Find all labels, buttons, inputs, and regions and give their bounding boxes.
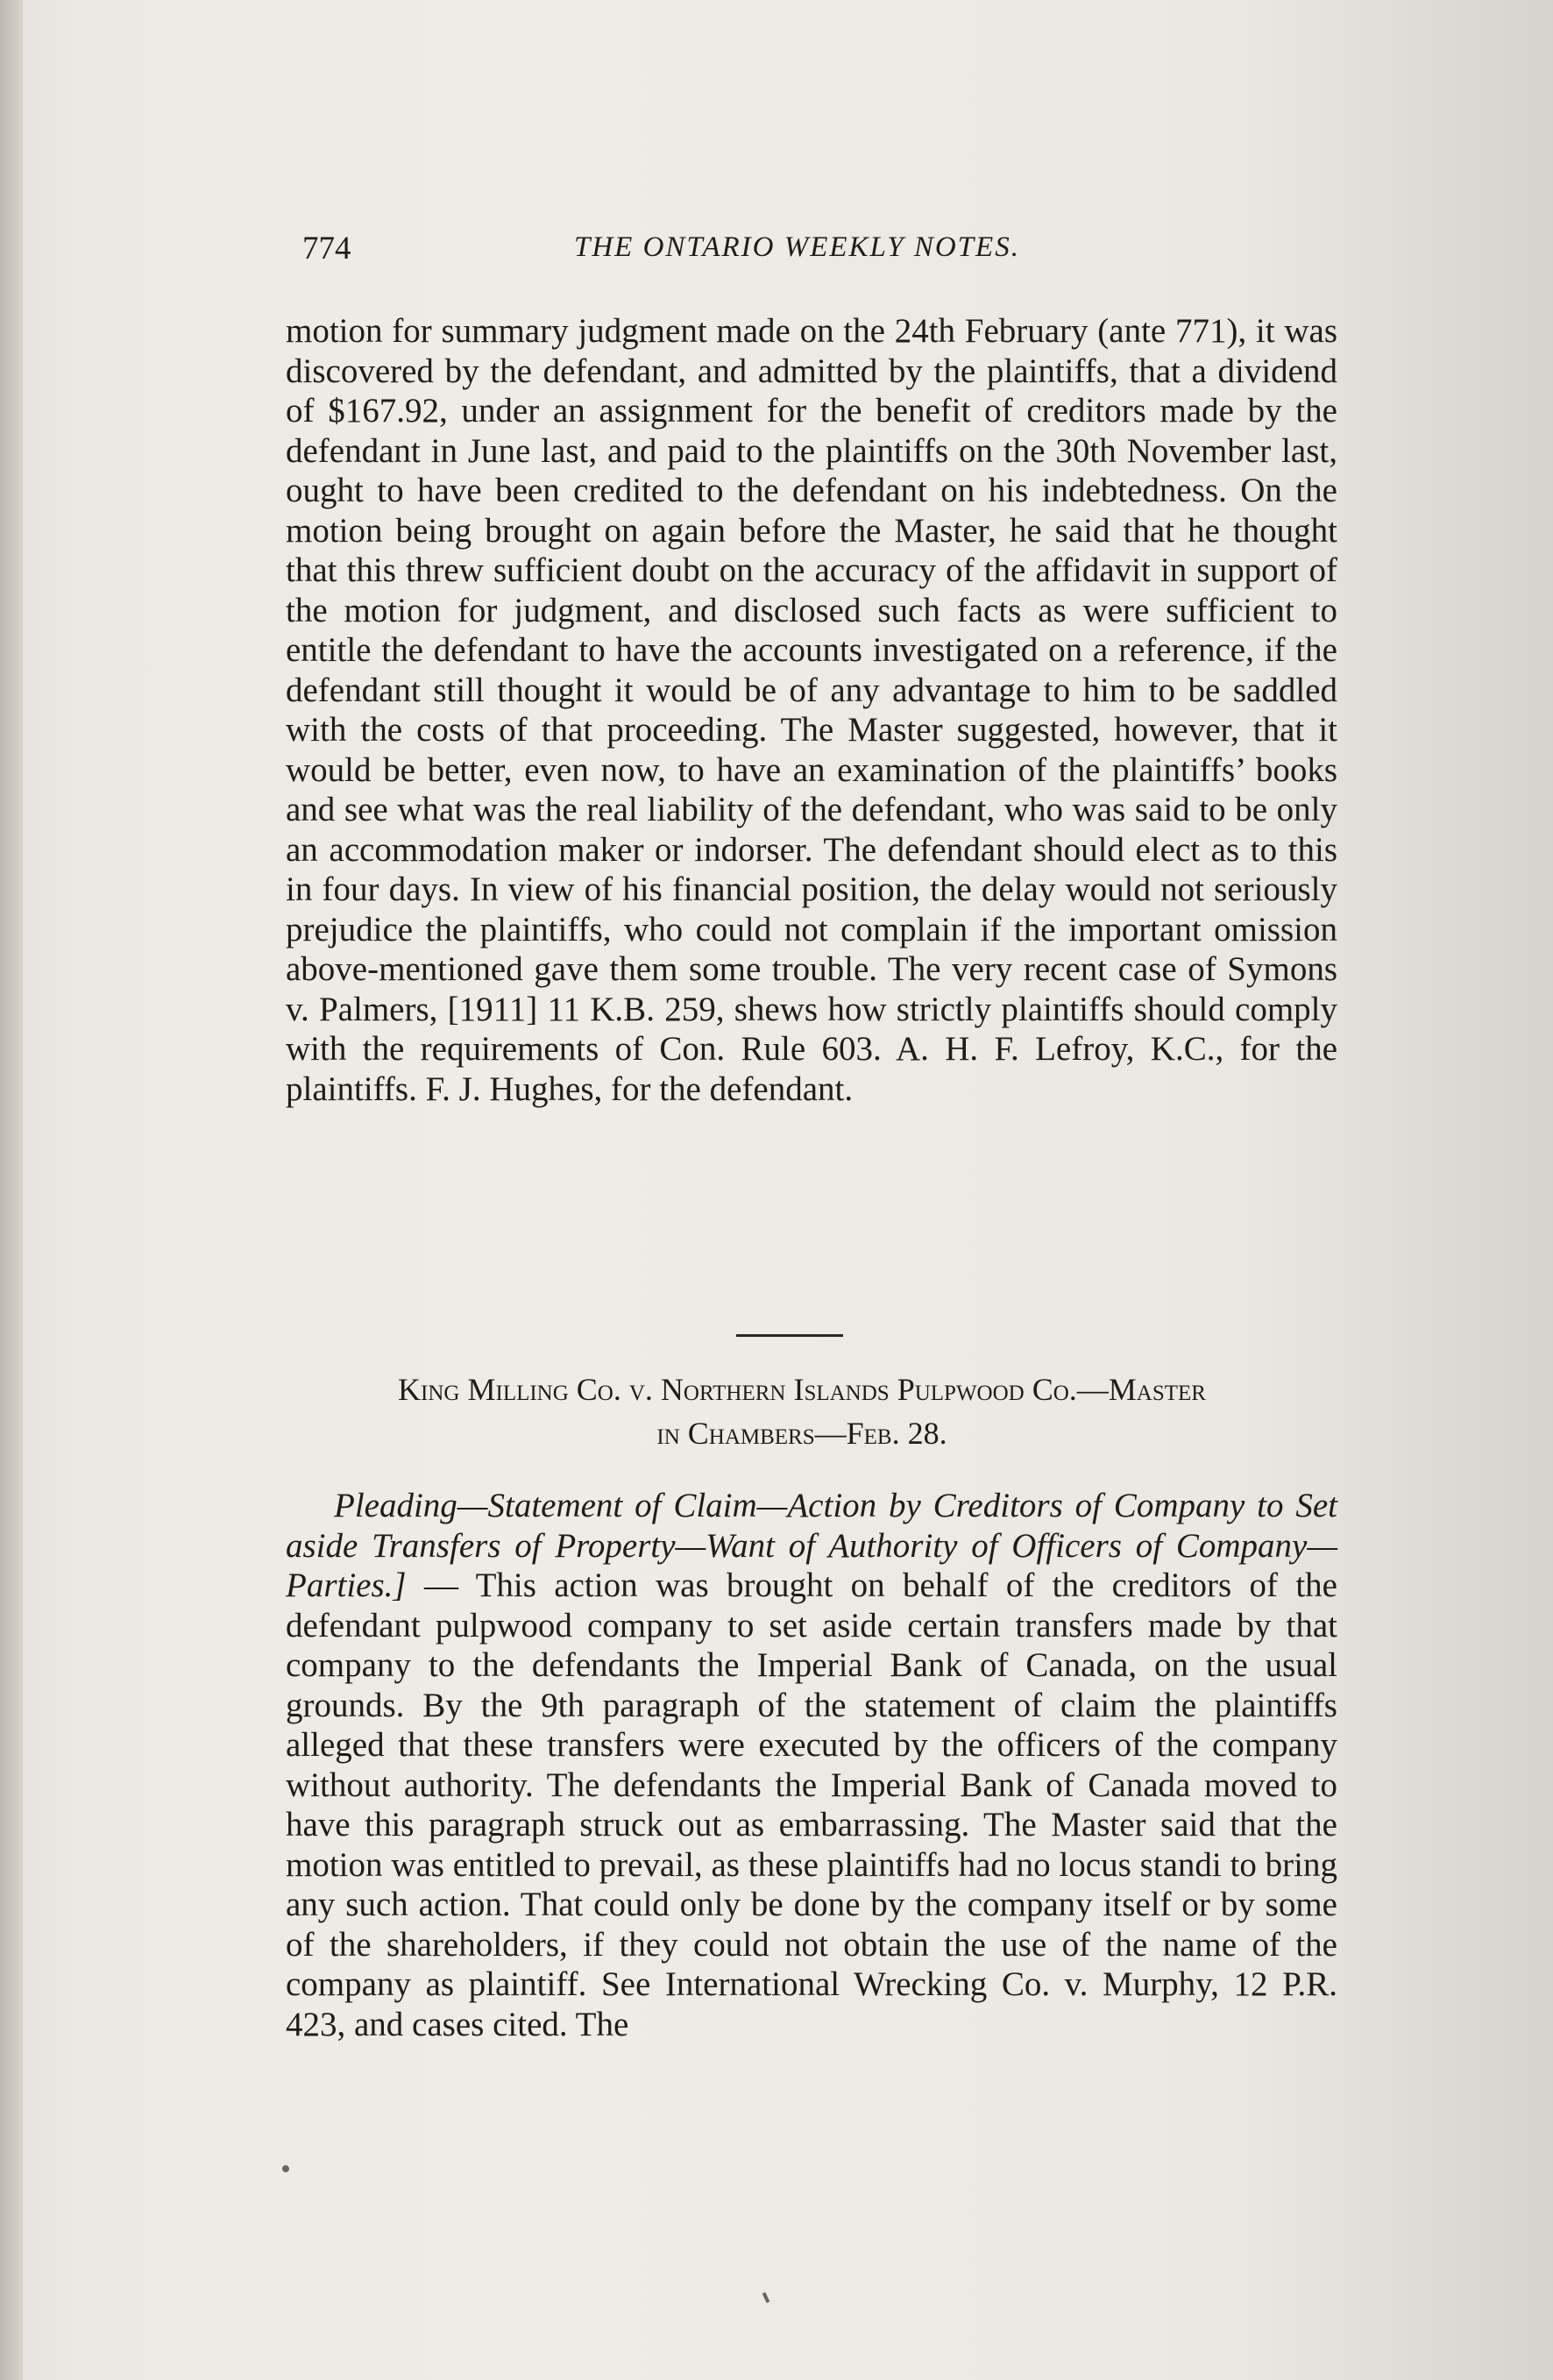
case-heading-line-2: in Chambers—Feb. 28. xyxy=(656,1416,947,1451)
case-heading xyxy=(263,1368,1341,1455)
case-heading-line-1: King Milling Co. v. Northern Islands Pulpwood Co.—Master xyxy=(398,1372,1206,1407)
book-binding-edge xyxy=(0,0,23,2380)
page-header xyxy=(302,230,1337,274)
first-paragraph: motion for summary judgment made on the 24th February (ante 771), it was discovered by the defendant, and admitted by the plaintiffs, that a dividend of $167.92, under an assignment for the benefit of creditors made by the defendant in June last, and paid to the plaintiffs on the 30th November last, ought to have been credited to the defendant on his indebtedness. On the motion being brought on again before the Master, he said that he thought that this threw sufficient doubt on the accuracy of the affidavit in support of the motion for judgment, and disclosed such facts as were sufficient to entitle the defendant to have the accounts investigated on a reference, if the defendant still thought it would be of any advantage to him to be saddled with the costs of that proceeding. The Master suggested, however, that it would be better, even now, to have an examination of the plaintiffs’ books and see what was the real liability of the defendant, who was said to be only an accommodation maker or indorser. The defendant should elect as to this in four days. In view of his financial position, the delay would not seriously prejudice the plaintiffs, who could not complain if the important omission above-mentioned gave them some trouble. The very recent case of Symons v. Palmers, [1911] 11 K.B. 259, shews how strictly plaintiffs should comply with the requirements of Con. Rule 603. A. H. F. Lefroy, K.C., for the plaintiffs. F. J. Hughes, for the defendant. xyxy=(286,312,1337,1108)
first-section xyxy=(286,311,1337,1109)
page-number: 774 xyxy=(302,231,351,266)
catchwords: Pleading—Statement of Claim—Action by Creditors of Company to Set aside Transfers of Property—Want of Authority of Officers of Company—Parties.] xyxy=(286,1487,1337,1604)
ink-mark xyxy=(762,2292,770,2304)
second-section xyxy=(286,1486,1337,2044)
running-head: THE ONTARIO WEEKLY NOTES. xyxy=(574,231,1020,263)
ink-speck xyxy=(282,2165,289,2172)
section-divider xyxy=(736,1334,843,1337)
case-paragraph xyxy=(286,1486,1337,2044)
case-body: — This action was brought on behalf of the creditors of the defendant pulpwood company to set aside certain transfers made by that company to the defendants the Imperial Bank of Canada, on the usual grounds. By the 9th paragraph of the statement of claim the plaintiffs alleged that these transfers were executed by the officers of the company without authority. The defendants the Imperial Bank of Canada moved to have this paragraph struck out as embarrassing. The Master said that the motion was entitled to prevail, as these plaintiffs had no locus standi to bring any such action. That could only be done by the company itself or by some of the shareholders, if they could not obtain the use of the name of the company as plaintiff. See International Wrecking Co. v. Murphy, 12 P.R. 423, and cases cited. The xyxy=(286,1567,1337,2043)
